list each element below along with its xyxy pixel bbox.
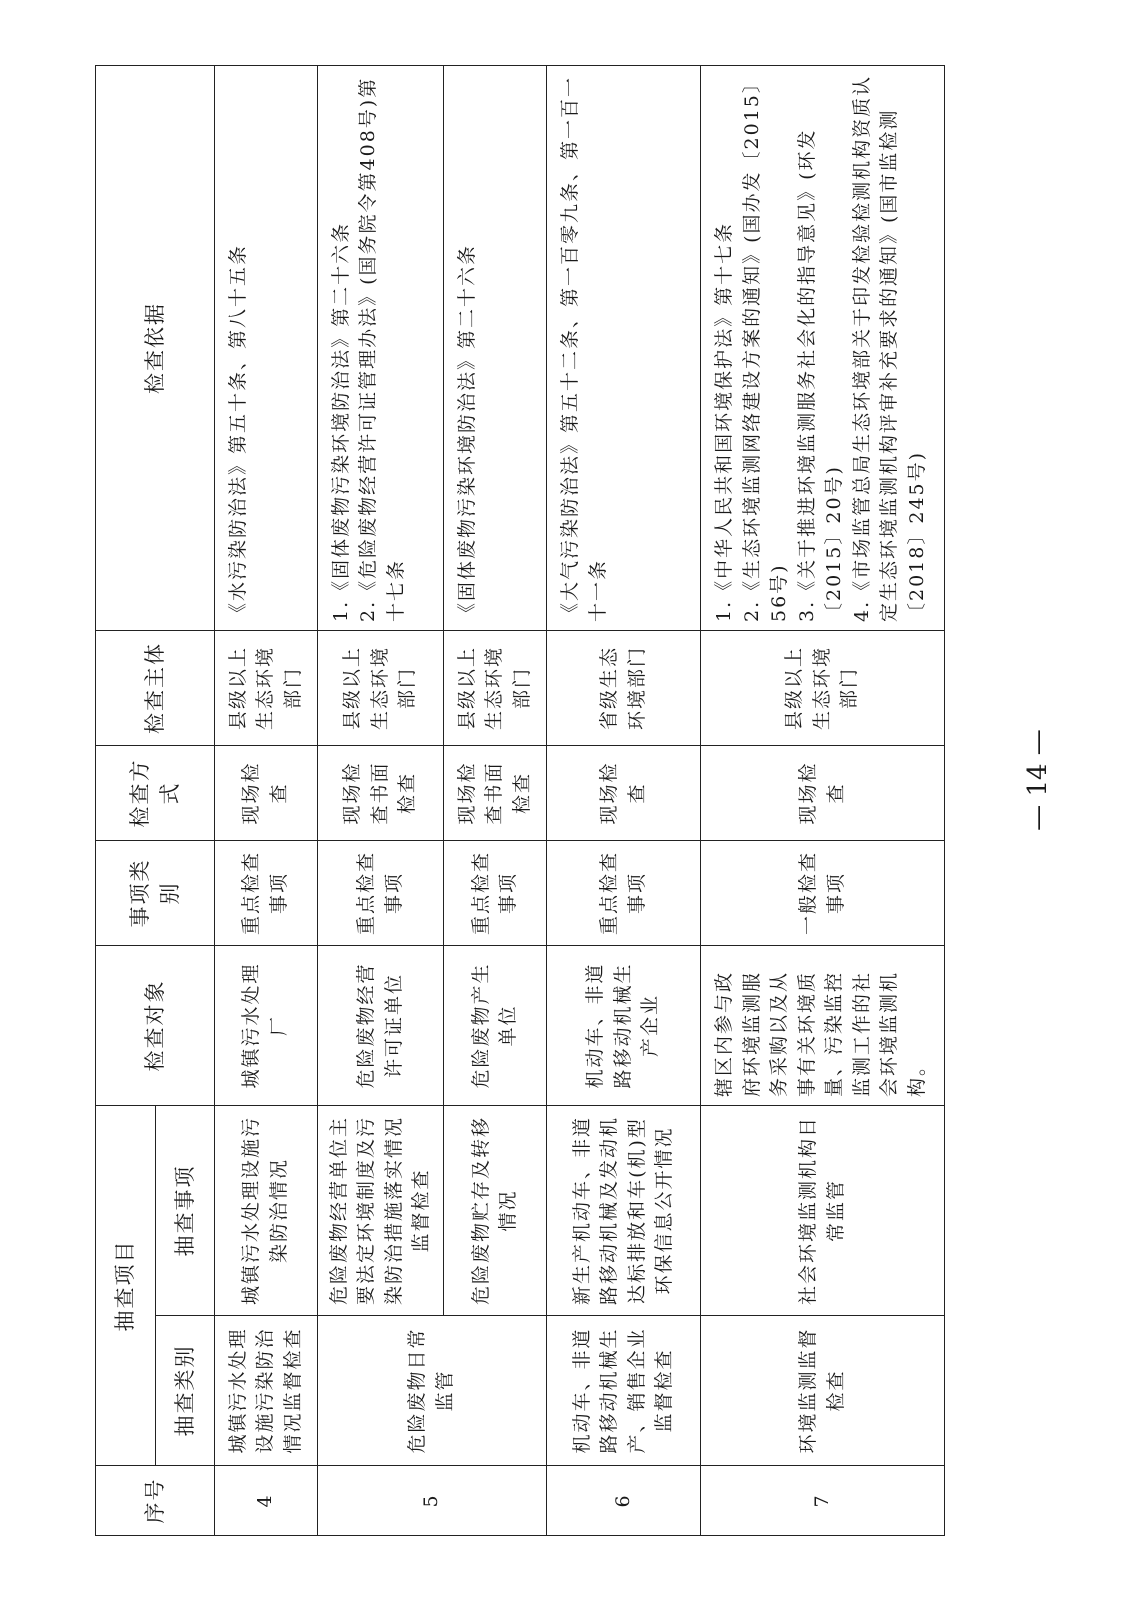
cell-type: 重点检查事项 [215,841,318,946]
header-item: 抽查事项 [155,1106,215,1316]
cell-seq: 5 [317,1466,546,1536]
basis-line: 3.《关于推进环境监测服务社会化的指导意见》(环发〔2015〕20号) [795,128,846,622]
basis-line: 1.《固体废物污染环境防治法》第二十六条 [329,221,352,622]
table-row [701,66,945,1536]
cell-method: 现场检查 [547,746,701,841]
cell-basis [215,66,318,631]
cell-subject: 省级生态环境部门 [547,631,701,746]
cell-object: 机动车、非道路移动机械生产企业 [547,946,701,1106]
cell-item: 城镇污水处理设施污染防治情况 [215,1106,318,1316]
cell-method: 现场检查 [701,746,945,841]
page-number [983,729,1093,835]
cell-basis [701,66,945,631]
basis-line: 2.《危险废物经营许可证管理办法》(国务院令第408号)第十七条 [357,76,407,622]
cell-basis [317,66,444,631]
cell-seq: 7 [701,1466,945,1536]
cell-category: 环境监测监督检查 [701,1316,945,1466]
cell-method: 现场检查 [215,746,318,841]
cell-object: 危险废物经营许可证单位 [317,946,444,1106]
cell-category: 城镇污水处理设施污染防治情况监督检查 [215,1316,318,1466]
cell-type: 重点检查事项 [317,841,444,946]
table-row [444,66,547,1536]
cell-type: 重点检查事项 [444,841,547,946]
header-subject: 检查主体 [96,631,215,746]
basis-line: 1.《中华人民共和国环境保护法》第十七条 [713,221,736,622]
cell-type: 重点检查事项 [547,841,701,946]
cell-basis [444,66,547,631]
cell-object: 危险废物产生单位 [444,946,547,1106]
cell-subject: 县级以上生态环境部门 [444,631,547,746]
cell-seq: 4 [215,1466,318,1536]
header-seq: 序号 [96,1466,215,1536]
cell-item: 危险废物经营单位主要法定环境制度及污染防治措施落实情况监督检查 [317,1106,444,1316]
cell-method: 现场检查书面检查 [444,746,547,841]
cell-basis [547,66,701,631]
header-project: 抽查项目 [96,1106,156,1466]
table-row [215,66,318,1536]
basis-line: 《大气污染防治法》第五十二条、第一百零九条、第一百一十一条 [559,75,609,622]
basis-line: 4.《市场监管总局生态环境部关于印发检验检测机构资质认定生态环境监测机构评审补充要求的通知》(国市监检测〔2018〕245号) [850,74,928,622]
table-row [547,66,701,1536]
header-object: 检查对象 [96,946,215,1106]
rotated-table-container [95,66,945,1536]
cell-object: 城镇污水处理厂 [215,946,318,1106]
cell-subject: 县级以上生态环境部门 [701,631,945,746]
header-basis: 检查依据 [96,66,215,631]
inspection-table [95,65,945,1536]
page-number-text: — 14 — [1023,729,1053,831]
cell-type: 一般检查事项 [701,841,945,946]
basis-line: 2.《生态环境监测网络建设方案的通知》(国办发〔2015〕56号) [740,81,791,622]
cell-subject: 县级以上生态环境部门 [215,631,318,746]
cell-object: 辖区内参与政府环境监测服务采购以及从事有关环境质量、污染监控监测工作的社会环境监测机构。 [701,946,945,1106]
header-category: 抽查类别 [155,1316,215,1466]
cell-category: 危险废物日常监管 [317,1316,546,1466]
cell-item: 危险废物贮存及转移情况 [444,1106,547,1316]
header-row-1 [96,66,156,1536]
basis-line: 《固体废物污染环境防治法》第二十六条 [456,243,479,622]
cell-method: 现场检查书面检查 [317,746,444,841]
header-type: 事项类别 [96,841,215,946]
basis-line: 《水污染防治法》第五十条、第八十五条 [227,243,250,622]
table-row [317,66,444,1536]
cell-item: 新生产机动车、非道路移动机械及发动机达标排放和车(机)型环保信息公开情况 [547,1106,701,1316]
cell-subject: 县级以上生态环境部门 [317,631,444,746]
header-method: 检查方式 [96,746,215,841]
cell-seq: 6 [547,1466,701,1536]
cell-item: 社会环境监测机构日常监管 [701,1106,945,1316]
cell-category: 机动车、非道路移动机械生产、销售企业监督检查 [547,1316,701,1466]
